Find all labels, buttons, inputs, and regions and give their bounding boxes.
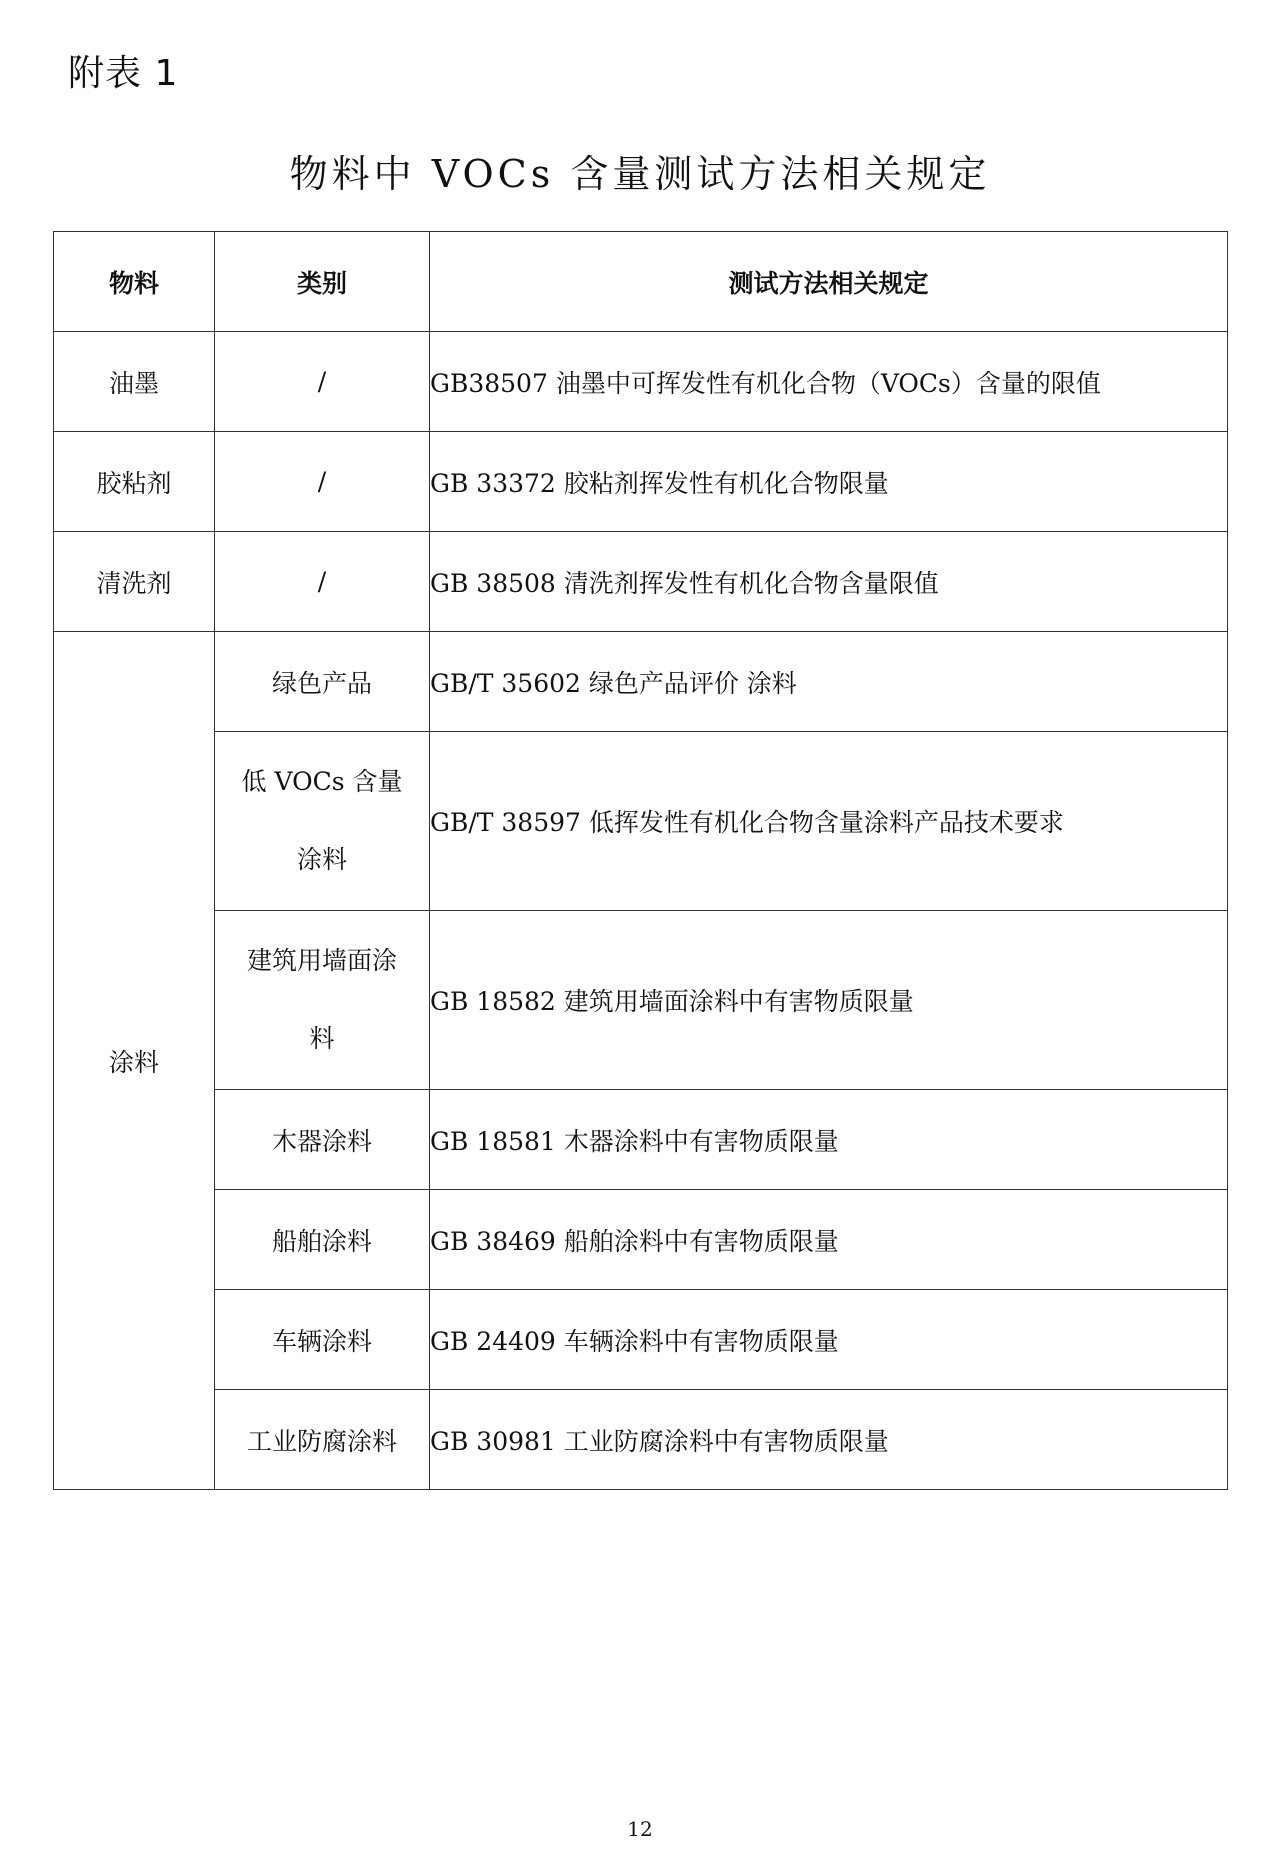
material-cell-coatings: 涂料 <box>54 632 215 1490</box>
table-row <box>54 1290 1228 1390</box>
category-cell: / <box>215 332 430 432</box>
category-text: 低 VOCs 含量涂料 <box>241 767 403 874</box>
table-row <box>54 432 1228 532</box>
category-cell: 工业防腐涂料 <box>215 1390 430 1490</box>
document-title: 物料中 VOCs 含量测试方法相关规定 <box>289 152 991 196</box>
standard-cell: GB 38508 清洗剂挥发性有机化合物含量限值 <box>430 532 1228 632</box>
category-text: 建筑用墙面涂料 <box>246 946 397 1053</box>
category-cell: 木器涂料 <box>215 1090 430 1190</box>
standard-cell: GB 33372 胶粘剂挥发性有机化合物限量 <box>430 432 1228 532</box>
table-header-row <box>54 232 1228 332</box>
table-row <box>54 532 1228 632</box>
category-cell: / <box>215 532 430 632</box>
column-header-material: 物料 <box>54 232 215 332</box>
standard-cell: GB/T 38597 低挥发性有机化合物含量涂料产品技术要求 <box>430 732 1228 911</box>
page-number: 12 <box>627 1817 653 1841</box>
material-cell: 清洗剂 <box>54 532 215 632</box>
standard-cell: GB 30981 工业防腐涂料中有害物质限量 <box>430 1390 1228 1490</box>
material-cell: 胶粘剂 <box>54 432 215 532</box>
standard-cell: GB 18582 建筑用墙面涂料中有害物质限量 <box>430 911 1228 1090</box>
table-row <box>54 632 1228 732</box>
standard-cell: GB 18581 木器涂料中有害物质限量 <box>430 1090 1228 1190</box>
category-cell: 船舶涂料 <box>215 1190 430 1290</box>
table-row <box>54 732 1228 911</box>
voc-test-method-table <box>53 231 1228 1490</box>
column-header-standard: 测试方法相关规定 <box>430 232 1228 332</box>
category-cell: 绿色产品 <box>215 632 430 732</box>
table-row <box>54 1190 1228 1290</box>
table-row <box>54 911 1228 1090</box>
table-row <box>54 332 1228 432</box>
table-row <box>54 1090 1228 1190</box>
category-cell <box>215 911 430 1090</box>
standard-cell: GB38507 油墨中可挥发性有机化合物（VOCs）含量的限值 <box>430 332 1228 432</box>
table-row <box>54 1390 1228 1490</box>
category-cell: 车辆涂料 <box>215 1290 430 1390</box>
material-cell: 油墨 <box>54 332 215 432</box>
standard-cell: GB/T 35602 绿色产品评价 涂料 <box>430 632 1228 732</box>
category-cell <box>215 732 430 911</box>
appendix-label: 附表 1 <box>68 53 179 94</box>
standard-cell: GB 24409 车辆涂料中有害物质限量 <box>430 1290 1228 1390</box>
standard-cell: GB 38469 船舶涂料中有害物质限量 <box>430 1190 1228 1290</box>
column-header-category: 类别 <box>215 232 430 332</box>
category-cell: / <box>215 432 430 532</box>
